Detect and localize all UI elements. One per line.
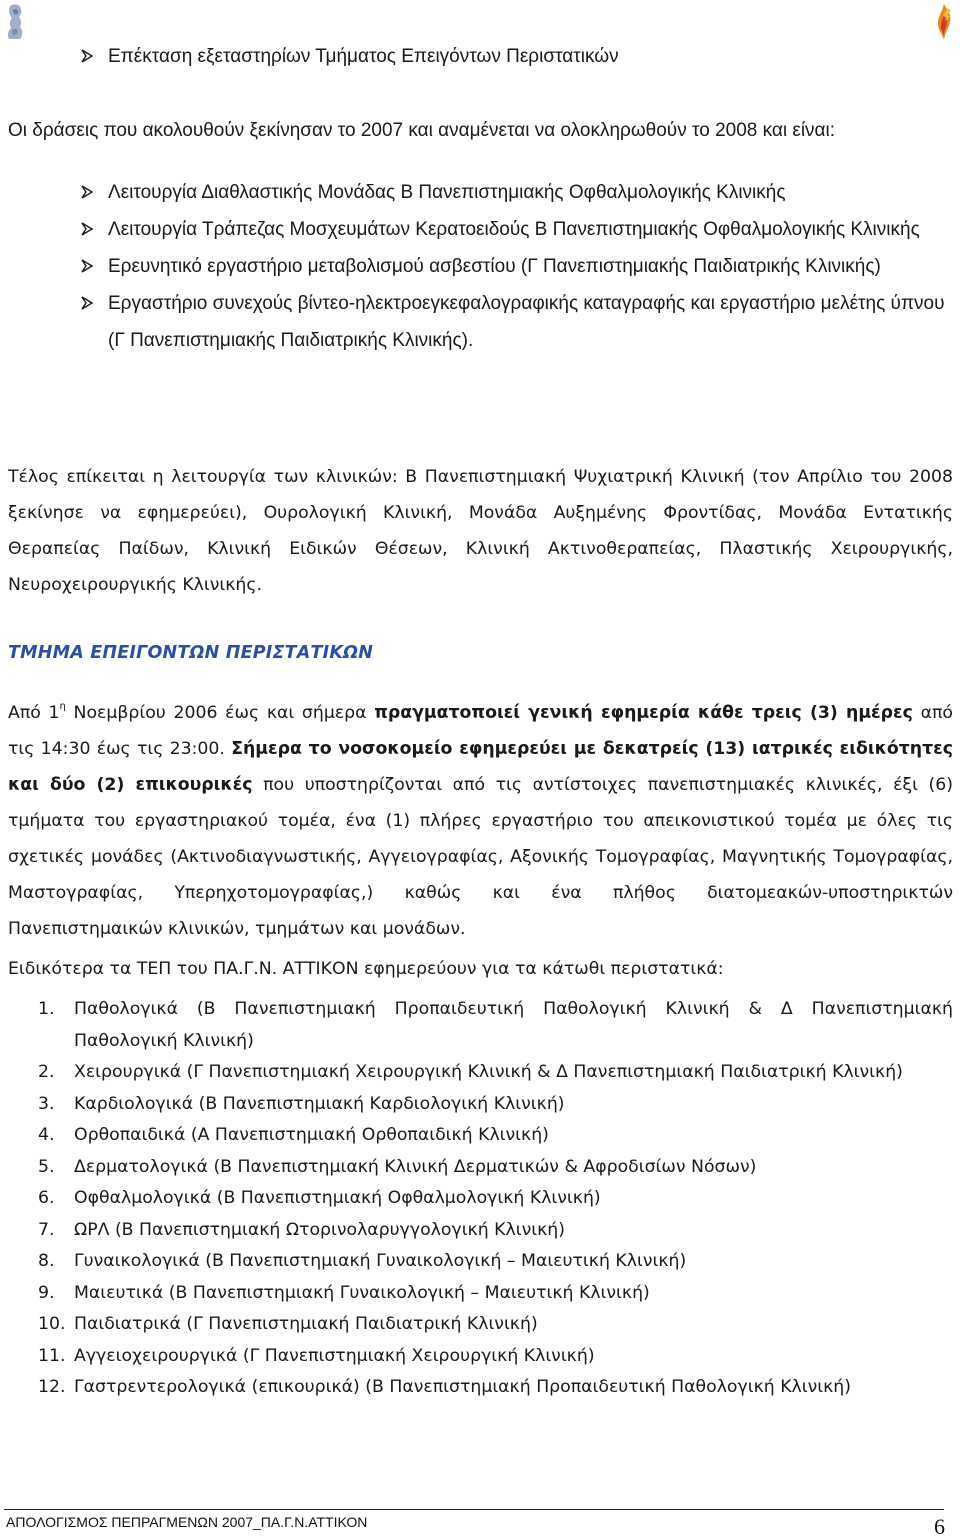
arrow-bullet-icon xyxy=(80,38,98,75)
arrow-bullet-icon xyxy=(80,248,98,285)
bold-phrase: Σήμερα το νοσοκομείο εφημερεύει με δεκατρείς (13) ιατρικές ειδικότητες και δύο (2) επικουρικές xyxy=(8,739,953,795)
list-item: 9. Μαιευτικά (Β Πανεπιστημιακή Γυναικολογική – Μαιευτική Κλινική) xyxy=(38,1282,650,1303)
arrow-bullet-icon xyxy=(80,211,98,248)
footer-divider xyxy=(4,1509,944,1510)
list-item: 1. Παθολογικά (Β Πανεπιστημιακή Προπαιδευτική Παθολογική Κλινική & Δ Πανεπιστημιακή Παθολογική Κλινική) xyxy=(38,999,953,1051)
list-item: 10. Παιδιατρικά (Γ Πανεπιστημιακή Παιδιατρική Κλινική) xyxy=(38,1314,538,1334)
hospital-logo-icon xyxy=(4,2,26,42)
numbered-list xyxy=(38,994,953,1404)
list-item: Λειτουργία Διαθλαστικής Μονάδας Β Πανεπιστημιακής Οφθαλμολογικής Κλινικής xyxy=(80,174,950,211)
bold-phrase: πραγματοποιεί γενική εφημερία κάθε τρεις (3) ημέρες xyxy=(374,703,913,723)
list-item: 7. ΩΡΛ (Β Πανεπιστημιακή Ωτορινολαρυγγολογική Κλινική) xyxy=(38,1219,565,1240)
list-intro: Ειδικότερα τα ΤΕΠ του ΠΑ.Γ.Ν. ΑΤΤΙΚΟΝ εφημερεύουν για τα κάτωθι περιστατικά: xyxy=(8,959,724,979)
footer-text: ΑΠΟΛΟΓΙΣΜΟΣ ΠΕΠΡΑΓΜΕΝΩΝ 2007_ΠΑ.Γ.Ν.ΑΤΤΙΚΟΝ xyxy=(6,1514,368,1530)
emergency-paragraph: Από $1^\eta$ Νοεμβρίου 2006 έως και σήμερα πραγματοποιεί γενική εφημερία κάθε τρεις (3) ημέρες από τις 14:30 έως τις 23:00. Σήμερα το νοσοκομείο εφημερεύει με δεκατρείς (13) ιατρικές ειδικότητες και δύο (2) επικουρικές που υποστηρίζονται από τις αντίστοιχες πανεπιστημιακές κλινικές, έξι (6) τμήματα του εργαστηριακού τομέα, ένα (1) πλήρες εργαστήριο του απεικονιστικού τομέα με όλες τις σχετικές μονάδες (Ακτινοδιαγνωστικής, Αγγειογραφίας, Αξονικής Τομογραφίας, Μαγνητικής Τομογραφίας, Μαστογραφίας, Υπερηχοτομογραφίας,) καθώς και ένα πλήθος διατομεακών-υποστηρικτών Πανεπιστημαικών κλινικών, τμημάτων και μονάδων. xyxy=(8,701,953,939)
list-item: 8. Γυναικολογικά (Β Πανεπιστημιακή Γυναικολογική – Μαιευτική Κλινική) xyxy=(38,1251,687,1271)
actions-bullet-list xyxy=(80,174,950,359)
list-item: 11. Αγγειοχειρουργικά (Γ Πανεπιστημιακή Χειρουργική Κλινική) xyxy=(38,1345,595,1366)
list-item: 6. Οφθαλμολογικά (Β Πανεπιστημιακή Οφθαλμολογική Κλινική) xyxy=(38,1188,601,1208)
list-item: 2. Χειρουργικά (Γ Πανεπιστημιακή Χειρουργική Κλινική & Δ Πανεπιστημιακή Παιδιατρική Κλινική) xyxy=(38,1062,903,1082)
list-item: 5. Δερματολογικά (Β Πανεπιστημιακή Κλινική Δερματικών & Αφροδισίων Νόσων) xyxy=(38,1156,757,1177)
list-item: 3. Καρδιολογικά (Β Πανεπιστημιακή Καρδιολογική Κλινική) xyxy=(38,1093,565,1114)
page-number: 6 xyxy=(934,1514,945,1539)
arrow-bullet-icon xyxy=(80,174,98,211)
list-item: Λειτουργία Τράπεζας Μοσχευμάτων Κερατοειδούς Β Πανεπιστημιακής Οφθαλμολογικής Κλινικής xyxy=(80,211,950,248)
list-item: 4. Ορθοπαιδικά (Α Πανεπιστημιακή Ορθοπαιδική Κλινική) xyxy=(38,1125,549,1145)
closing-paragraph: Τέλος επίκειται η λειτουργία των κλινικών: Β Πανεπιστημιακή Ψυχιατρική Κλινική (τον Απρίλιο του 2008 ξεκίνησε να εφημερεύει), Ουρολογική Κλινική, Μονάδα Αυξημένης Φροντίδας, Μονάδα Εντατικής Θεραπείας Παίδων, Κλινική Ειδικών Θέσεων, Κλινική Ακτινοθεραπείας, Πλαστικής Χειρουργικής, Νευροχειρουργικής Κλινικής. xyxy=(8,467,953,595)
flame-logo-icon xyxy=(932,2,956,42)
section-title: ΤΜΗΜΑ ΕΠΕΙΓΟΝΤΩΝ ΠΕΡΙΣΤΑΤΙΚΩΝ xyxy=(8,643,374,663)
list-item: Εργαστήριο συνεχούς βίντεο-ηλεκτροεγκεφαλογραφικής καταγραφής και εργαστήριο μελέτης ύπνου (Γ Πανεπιστημιακής Παιδιατρικής Κλινικής). xyxy=(80,285,950,359)
top-bullet-list xyxy=(80,38,950,75)
list-item: 12. Γαστρεντερολογικά (επικουρικά) (Β Πανεπιστημιακή Προπαιδευτική Παθολογική Κλινική) xyxy=(38,1377,851,1397)
list-item: Επέκταση εξεταστηρίων Τμήματος Επειγόντων Περιστατικών xyxy=(80,38,950,75)
arrow-bullet-icon xyxy=(80,285,98,322)
list-item: Ερευνητικό εργαστήριο μεταβολισμού ασβεστίου (Γ Πανεπιστημιακής Παιδιατρικής Κλινικής) xyxy=(80,248,950,285)
intro-text: Οι δράσεις που ακολουθούν ξεκίνησαν το 2007 και αναμένεται να ολοκληρωθούν το 2008 και είναι: xyxy=(8,120,836,141)
